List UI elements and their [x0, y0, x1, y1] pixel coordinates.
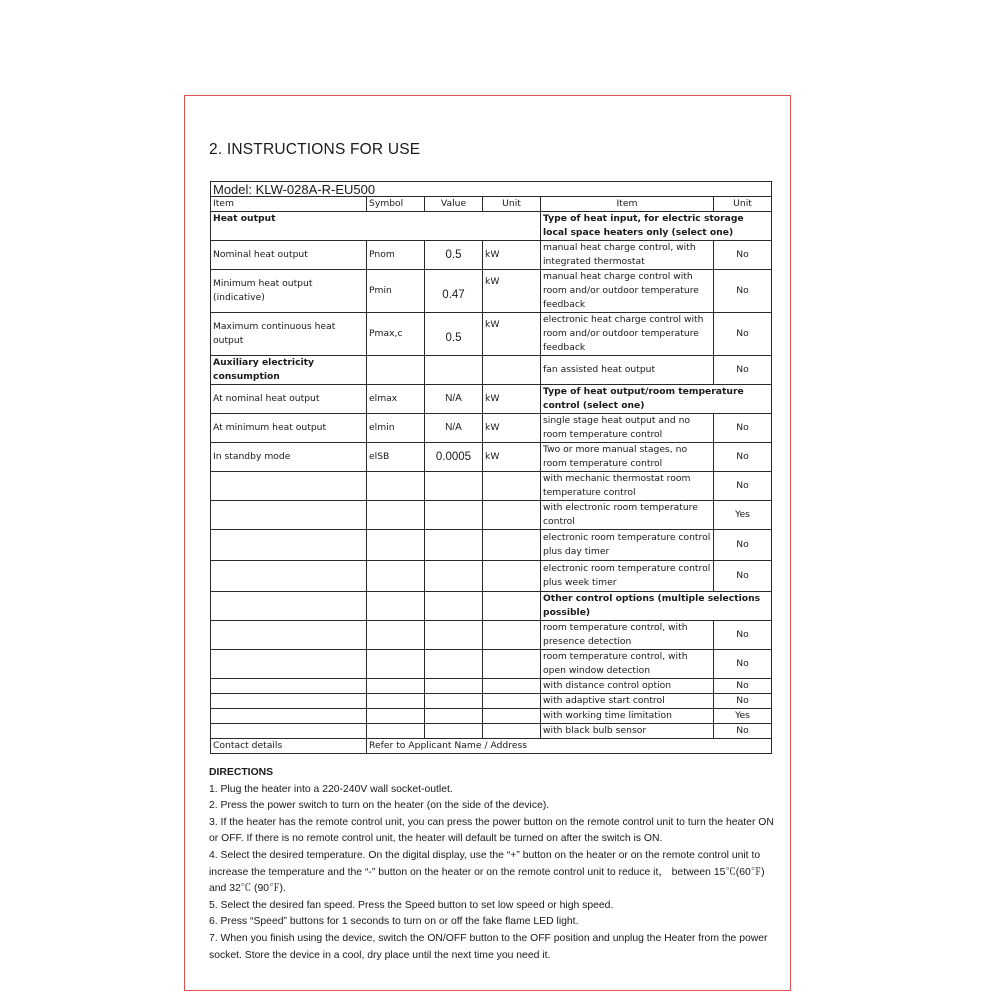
- right-label: electronic heat charge control with room and/or outdoor temperature feedback: [541, 313, 714, 356]
- directions-title: DIRECTIONS: [209, 767, 274, 778]
- row-unit: kW: [483, 270, 541, 313]
- row-value: 0.47: [425, 270, 483, 313]
- table-row: [211, 592, 772, 621]
- table-row: [211, 724, 772, 739]
- row-symbol: Pnom: [367, 241, 425, 270]
- right-label: with mechanic thermostat room temperature control: [541, 472, 714, 501]
- row-symbol: elmax: [367, 385, 425, 414]
- right-unit: No: [714, 561, 772, 592]
- right-label: room temperature control, with open window detection: [541, 650, 714, 679]
- table-row: [211, 472, 772, 501]
- right-unit: No: [714, 241, 772, 270]
- right-unit: No: [714, 694, 772, 709]
- right-unit: No: [714, 472, 772, 501]
- header-value: Value: [425, 197, 483, 212]
- table-row: [211, 356, 772, 385]
- contact-value: Refer to Applicant Name / Address: [367, 739, 772, 754]
- right-label: manual heat charge control, with integrated thermostat: [541, 241, 714, 270]
- table-row: [211, 241, 772, 270]
- direction-step: 7. When you finish using the device, switch the ON/OFF button to the OFF position and unplug the Heater from the power socket. Store the device in a cool, dry place until the next time you need it.: [209, 932, 768, 961]
- header-symbol: Symbol: [367, 197, 425, 212]
- header-item-right: Item: [541, 197, 714, 212]
- contact-label: Contact details: [211, 739, 367, 754]
- right-unit: Yes: [714, 709, 772, 724]
- direction-step: 2. Press the power switch to turn on the heater (on the side of the device).: [209, 800, 550, 812]
- header-unit: Unit: [483, 197, 541, 212]
- row-label: In standby mode: [211, 443, 367, 472]
- direction-step: 5. Select the desired fan speed. Press the Speed button to set low speed or high speed.: [209, 899, 614, 911]
- table-row: [211, 650, 772, 679]
- right-label: with black bulb sensor: [541, 724, 714, 739]
- table-row: [211, 679, 772, 694]
- row-label: Nominal heat output: [211, 241, 367, 270]
- directions-section: [209, 765, 779, 964]
- row-unit: kW: [483, 414, 541, 443]
- right-label: Two or more manual stages, no room temperature control: [541, 443, 714, 472]
- table-header: [211, 197, 772, 212]
- right-unit: No: [714, 356, 772, 385]
- table-row: [211, 501, 772, 530]
- right-unit: No: [714, 724, 772, 739]
- right-unit: No: [714, 414, 772, 443]
- row-label: Minimum heat output (indicative): [211, 270, 367, 313]
- header-unit-right: Unit: [714, 197, 772, 212]
- right-label: room temperature control, with presence detection: [541, 621, 714, 650]
- right-unit: No: [714, 530, 772, 561]
- right-label: electronic room temperature control plus day timer: [541, 530, 714, 561]
- table-row: [211, 694, 772, 709]
- type-output-heading: Type of heat output/room temperature control (select one): [541, 385, 772, 414]
- table-row: [211, 313, 772, 356]
- heat-output-heading: Heat output: [211, 212, 541, 241]
- table-row: [211, 530, 772, 561]
- model-label: Model: KLW-028A-R-EU500: [211, 182, 772, 197]
- row-value: N/A: [425, 385, 483, 414]
- section-title: 2. INSTRUCTIONS FOR USE: [209, 141, 421, 158]
- right-unit: No: [714, 270, 772, 313]
- spec-table: [210, 181, 772, 754]
- right-label: with working time limitation: [541, 709, 714, 724]
- table-row: [211, 385, 772, 414]
- right-label: manual heat charge control with room and/or outdoor temperature feedback: [541, 270, 714, 313]
- right-label: fan assisted heat output: [541, 356, 714, 385]
- right-unit: No: [714, 650, 772, 679]
- empty-cell: [367, 356, 425, 385]
- direction-step: 1. Plug the heater into a 220-240V wall socket-outlet.: [209, 783, 453, 795]
- direction-step: 4. Select the desired temperature. On the digital display, use the “+” button on the heater or on the remote control unit to increase the temperature and the “-” button on the heater or on the remote control unit to reduce it， between 15℃(60℉) and 32℃ (90℉).: [209, 849, 765, 895]
- header-item: Item: [211, 197, 367, 212]
- empty-cell: [483, 356, 541, 385]
- right-unit: No: [714, 679, 772, 694]
- right-unit: No: [714, 621, 772, 650]
- table-row: [211, 739, 772, 754]
- row-value: 0.5: [425, 241, 483, 270]
- row-unit: kW: [483, 241, 541, 270]
- right-label: with adaptive start control: [541, 694, 714, 709]
- right-unit: No: [714, 313, 772, 356]
- right-label: electronic room temperature control plus week timer: [541, 561, 714, 592]
- row-symbol: elmin: [367, 414, 425, 443]
- table-row: [211, 443, 772, 472]
- row-value: 0.5: [425, 313, 483, 356]
- direction-step: 3. If the heater has the remote control unit, you can press the power button on the remote control unit to turn the heater ON or OFF. If there is no remote control unit, the heater will default be turned on after the switch is ON.: [209, 816, 774, 845]
- row-value: N/A: [425, 414, 483, 443]
- row-symbol: Pmin: [367, 270, 425, 313]
- type-input-heading: Type of heat input, for electric storage local space heaters only (select one): [541, 212, 772, 241]
- other-options-heading: Other control options (multiple selections possible): [541, 592, 772, 621]
- row-unit: kW: [483, 313, 541, 356]
- table-row: [211, 270, 772, 313]
- right-unit: Yes: [714, 501, 772, 530]
- row-symbol: Pmax,c: [367, 313, 425, 356]
- right-unit: No: [714, 443, 772, 472]
- direction-step: 6. Press “Speed” buttons for 1 seconds to turn on or off the fake flame LED light.: [209, 916, 579, 928]
- row-unit: kW: [483, 385, 541, 414]
- table-row: [211, 709, 772, 724]
- table-row: [211, 561, 772, 592]
- table-row: [211, 414, 772, 443]
- table-row: [211, 621, 772, 650]
- right-label: with electronic room temperature control: [541, 501, 714, 530]
- empty-cell: [425, 356, 483, 385]
- row-label: At nominal heat output: [211, 385, 367, 414]
- right-label: with distance control option: [541, 679, 714, 694]
- right-label: single stage heat output and no room temperature control: [541, 414, 714, 443]
- row-value: 0.0005: [425, 443, 483, 472]
- row-symbol: elSB: [367, 443, 425, 472]
- row-label: Maximum continuous heat output: [211, 313, 367, 356]
- row-unit: kW: [483, 443, 541, 472]
- aux-heading: Auxiliary electricity consumption: [211, 356, 367, 385]
- table-row: [211, 212, 772, 241]
- row-label: At minimum heat output: [211, 414, 367, 443]
